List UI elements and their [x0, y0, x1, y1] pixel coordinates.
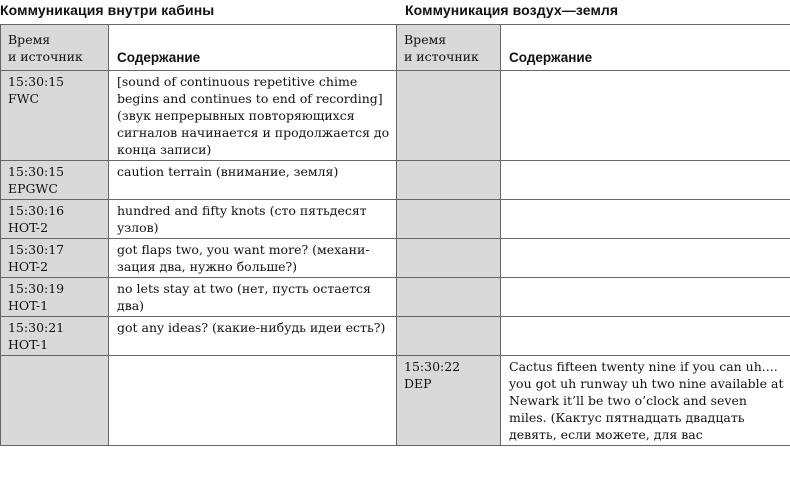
air-ground-time-cell	[397, 278, 501, 317]
air-ground-text-cell	[501, 200, 790, 239]
air-ground-text-cell	[501, 278, 790, 317]
air-ground-time-cell	[397, 200, 501, 239]
air-ground-time-cell	[397, 239, 501, 278]
cockpit-time-cell: 15:30:15 EPGWC	[1, 161, 109, 200]
air-ground-text-cell	[501, 239, 790, 278]
air-ground-content-header: Содержание	[501, 25, 790, 71]
cockpit-time-cell	[1, 356, 109, 446]
air-ground-time-cell: 15:30:22 DEP	[397, 356, 501, 446]
air-ground-text-cell	[501, 161, 790, 200]
air-ground-text-cell: Cactus fifteen twenty nine if you can uh.... you got uh runway uh two nine available at Newark it’ll be two o’clock and seven miles. (Кактус пятнадцать двадцать девять, если можете, для вас	[501, 356, 790, 446]
air-ground-heading: Коммуникация воздух—земля	[405, 2, 619, 18]
table-row	[1, 161, 790, 200]
cockpit-time-cell: 15:30:15 FWC	[1, 71, 109, 161]
cockpit-heading: Коммуникация внутри кабины	[0, 2, 215, 18]
cockpit-time-cell: 15:30:17 HOT-2	[1, 239, 109, 278]
cockpit-text-cell	[109, 356, 397, 446]
table-row	[1, 278, 790, 317]
cockpit-time-cell: 15:30:21 HOT-1	[1, 317, 109, 356]
air-ground-time-cell	[397, 317, 501, 356]
table-row	[1, 200, 790, 239]
table-row	[1, 356, 790, 446]
cockpit-content-header: Содержание	[109, 25, 397, 71]
cockpit-text-cell: got flaps two, you want more? (механизация два, нужно больше?)	[109, 239, 397, 278]
cockpit-time-header: Время и источник	[1, 25, 109, 71]
table-row	[1, 317, 790, 356]
table-row	[1, 239, 790, 278]
cockpit-time-cell: 15:30:19 HOT-1	[1, 278, 109, 317]
cockpit-time-cell: 15:30:16 HOT-2	[1, 200, 109, 239]
cockpit-text-cell: [sound of continuous repetitive chime begins and continues to end of recording] (звук непрерывных повторяющихся сигналов начинается и продолжается до конца записи)	[109, 71, 397, 161]
table-header-row	[1, 25, 790, 71]
air-ground-time-header: Время и источник	[397, 25, 501, 71]
cockpit-text-cell: caution terrain (внимание, земля)	[109, 161, 397, 200]
cockpit-text-cell: hundred and fifty knots (сто пятьдесят узлов)	[109, 200, 397, 239]
table-row	[1, 71, 790, 161]
transcript-table	[0, 24, 790, 446]
cockpit-text-cell: no lets stay at two (нет, пусть остается два)	[109, 278, 397, 317]
air-ground-time-cell	[397, 71, 501, 161]
air-ground-text-cell	[501, 71, 790, 161]
cockpit-text-cell: got any ideas? (какие-нибудь идеи есть?)	[109, 317, 397, 356]
air-ground-text-cell	[501, 317, 790, 356]
air-ground-time-cell	[397, 161, 501, 200]
